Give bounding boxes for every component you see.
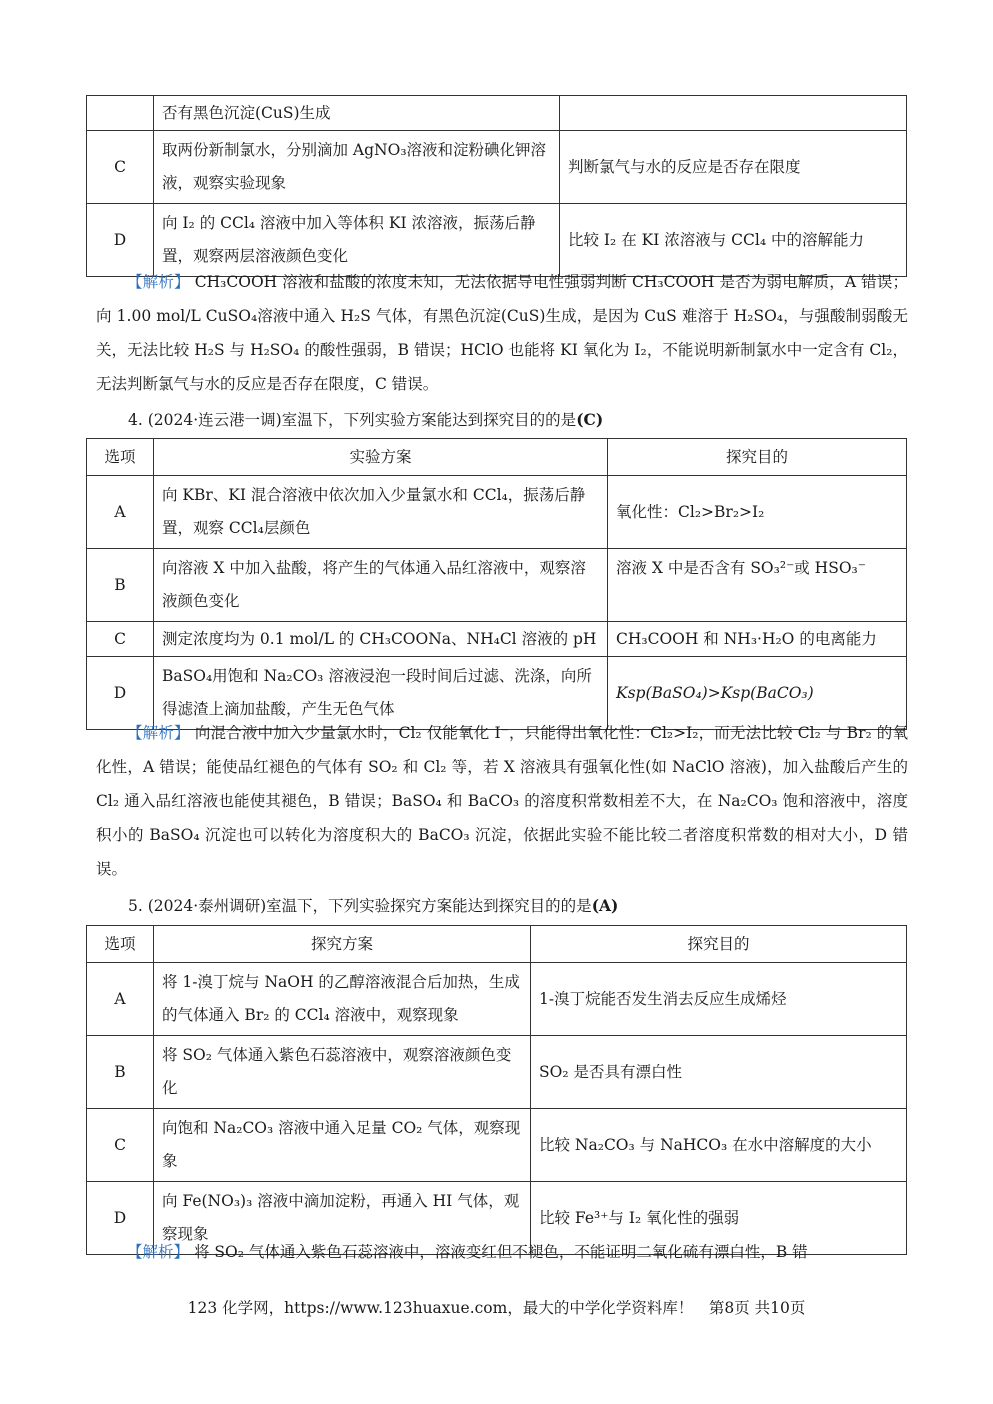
purpose-cell: 比较 I₂ 在 KI 浓溶液与 CCl₄ 中的溶解能力 [560,204,907,277]
header-purpose: 探究目的 [608,439,907,476]
option-cell: D [87,204,154,277]
purpose-cell: 1-溴丁烷能否发生消去反应生成烯烃 [531,963,907,1036]
option-cell: C [87,622,154,657]
analysis-paragraph [96,716,908,886]
analysis-paragraph [96,1235,908,1269]
question-4-title: 4. (2024·连云港一调)室温下，下列实验方案能达到探究目的的是(C) [128,410,604,429]
table-header-row [87,926,907,963]
option-cell: B [87,549,154,622]
scheme-cell: 将 SO₂ 气体通入紫色石蕊溶液中，观察溶液颜色变化 [154,1036,531,1109]
header-option: 选项 [87,926,154,963]
analysis-tag: 【解析】 [127,724,190,742]
purpose-cell: 判断氯气与水的反应是否存在限度 [560,131,907,204]
answer: (C) [576,410,604,429]
analysis-tag: 【解析】 [127,1243,190,1261]
scheme-cell: 测定浓度均为 0.1 mol/L 的 CH₃COONa、NH₄Cl 溶液的 pH [154,622,608,657]
analysis-text: CH₃COOH 溶液和盐酸的浓度未知，无法依据导电性强弱判断 CH₃COOH 是否为弱电解质，A 错误；向 1.00 mol/L CuSO₄溶液中通入 H₂S 气体，有黑色沉淀(CuS)生成，是因为 CuS 难溶于 H₂SO₄，与强酸制弱酸无关，无法比较 H₂S 与 H₂SO₄ 的酸性强弱，B 错误；HClO 也能将 KI 氧化为 I₂，不能说明新制氯水中一定含有 Cl₂，无法判断氯气与水的反应是否存在限度，C 错误。 [96,273,908,393]
header-option: 选项 [87,439,154,476]
table-row [87,131,907,204]
header-scheme: 实验方案 [154,439,608,476]
scheme-cell: 向 KBr、KI 混合溶液中依次加入少量氯水和 CCl₄，振荡后静置，观察 CCl₄层颜色 [154,476,608,549]
page-footer: 123 化学网，https://www.123huaxue.com，最大的中学化学资料库！ 第8页 共10页 [187,1299,806,1317]
scheme-cell: 向溶液 X 中加入盐酸，将产生的气体通入品红溶液中，观察溶液颜色变化 [154,549,608,622]
option-cell: A [87,476,154,549]
option-cell: A [87,963,154,1036]
option-cell: D [87,1182,154,1255]
option-cell: C [87,1109,154,1182]
scheme-cell: 否有黑色沉淀(CuS)生成 [154,96,560,131]
analysis-text: 将 SO₂ 气体通入紫色石蕊溶液中，溶液变红但不褪色，不能证明二氧化硫有漂白性，B 错 [193,1243,808,1261]
analysis-paragraph [96,265,908,401]
option-cell [87,96,154,131]
question-5-table [86,925,907,1255]
table-continued [86,95,907,277]
header-purpose: 探究目的 [531,926,907,963]
table-row [87,476,907,549]
scheme-cell: BaSO₄用饱和 Na₂CO₃ 溶液浸泡一段时间后过滤、洗涤，向所得滤渣上滴加盐酸，产生无色气体 [154,657,608,730]
table-row [87,963,907,1036]
analysis-tag: 【解析】 [127,273,190,291]
answer: (A) [591,896,619,915]
question-5-title: 5. (2024·泰州调研)室温下，下列实验探究方案能达到探究目的的是(A) [128,896,619,915]
scheme-cell: 向 Fe(NO₃)₃ 溶液中滴加淀粉，再通入 HI 气体，观察现象 [154,1182,531,1255]
option-cell: B [87,1036,154,1109]
header-scheme: 探究方案 [154,926,531,963]
question-4-table [86,438,907,730]
scheme-cell: 向饱和 Na₂CO₃ 溶液中通入足量 CO₂ 气体，观察现象 [154,1109,531,1182]
purpose-cell [560,96,907,131]
table-row [87,622,907,657]
purpose-cell: 比较 Na₂CO₃ 与 NaHCO₃ 在水中溶解度的大小 [531,1109,907,1182]
scheme-cell: 取两份新制氯水，分别滴加 AgNO₃溶液和淀粉碘化钾溶液，观察实验现象 [154,131,560,204]
table-row [87,96,907,131]
purpose-cell: Ksp(BaSO₄)>Ksp(BaCO₃) [608,657,907,730]
scheme-cell: 向 I₂ 的 CCl₄ 溶液中加入等体积 KI 浓溶液，振荡后静置，观察两层溶液颜色变化 [154,204,560,277]
purpose-cell: CH₃COOH 和 NH₃·H₂O 的电离能力 [608,622,907,657]
option-cell: D [87,657,154,730]
scheme-cell: 将 1-溴丁烷与 NaOH 的乙醇溶液混合后加热，生成的气体通入 Br₂ 的 CCl₄ 溶液中，观察现象 [154,963,531,1036]
purpose-cell: 溶液 X 中是否含有 SO₃²⁻或 HSO₃⁻ [608,549,907,622]
table-row [87,549,907,622]
option-cell: C [87,131,154,204]
purpose-cell: 氧化性：Cl₂>Br₂>I₂ [608,476,907,549]
table-header-row [87,439,907,476]
purpose-cell: 比较 Fe³⁺与 I₂ 氧化性的强弱 [531,1182,907,1255]
table-row [87,1109,907,1182]
table-row [87,1036,907,1109]
purpose-cell: SO₂ 是否具有漂白性 [531,1036,907,1109]
analysis-text: 向混合液中加入少量氯水时，Cl₂ 仅能氧化 I⁻，只能得出氧化性：Cl₂>I₂，而无法比较 Cl₂ 与 Br₂ 的氧化性，A 错误；能使品红褪色的气体有 SO₂ 和 Cl₂ 等，若 X 溶液具有强氧化性(如 NaClO 溶液)，加入盐酸后产生的 Cl₂ 通入品红溶液也能使其褪色，B 错误；BaSO₄ 和 BaCO₃ 的溶度积常数相差不大，在 Na₂CO₃ 饱和溶液中，溶度积小的 BaSO₄ 沉淀也可以转化为溶度积大的 BaCO₃ 沉淀，依据此实验不能比较二者溶度积常数的相对大小，D 错误。 [96,724,908,878]
